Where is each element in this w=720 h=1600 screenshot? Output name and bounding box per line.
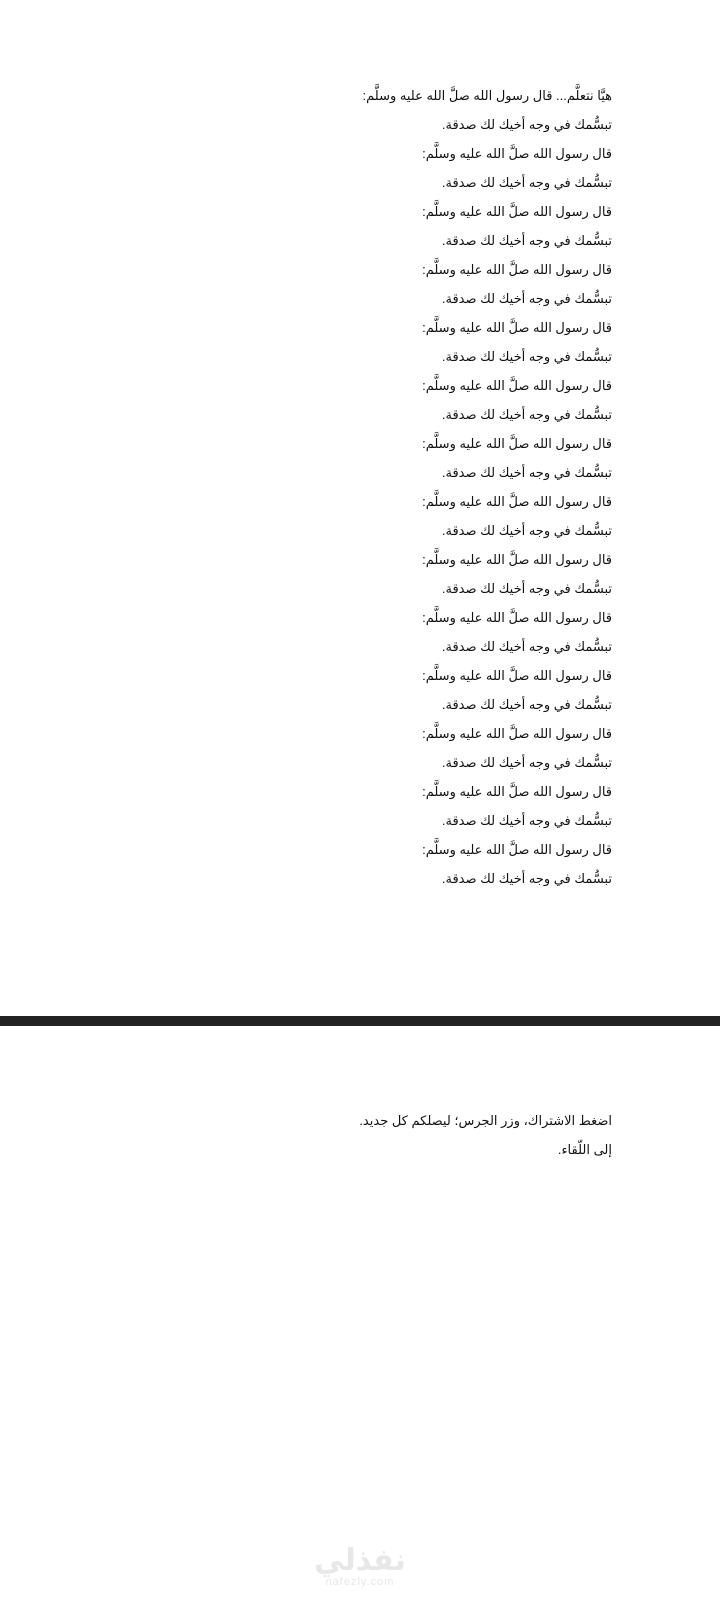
text-line: تبسُّمك في وجه أخيك لك صدقة. [441, 523, 612, 538]
text-line: قال رسول الله صلَّ الله عليه وسلَّم: [422, 842, 612, 857]
text-line: قال رسول الله صلَّ الله عليه وسلَّم: [422, 262, 612, 277]
text-line: تبسُّمك في وجه أخيك لك صدقة. [441, 581, 612, 596]
text-line: قال رسول الله صلَّ الله عليه وسلَّم: [422, 726, 612, 741]
text-line: قال رسول الله صلَّ الله عليه وسلَّم: [422, 146, 612, 161]
page-divider [0, 1016, 720, 1026]
text-line: تبسُّمك في وجه أخيك لك صدقة. [441, 233, 612, 248]
text-line: تبسُّمك في وجه أخيك لك صدقة. [441, 697, 612, 712]
text-line: تبسُّمك في وجه أخيك لك صدقة. [441, 175, 612, 190]
text-line: قال رسول الله صلَّ الله عليه وسلَّم: [422, 204, 612, 219]
text-line: هيَّا نتعلَّم... قال رسول الله صلَّ الله عليه وسلَّم: [362, 88, 612, 103]
watermark-logo-text: نفذلي [314, 1544, 406, 1577]
farewell-line: إلى اللّقاء. [557, 1142, 612, 1157]
text-line: قال رسول الله صلَّ الله عليه وسلَّم: [422, 784, 612, 799]
page-2-text-block [92, 1111, 612, 1169]
text-line: تبسُّمك في وجه أخيك لك صدقة. [441, 465, 612, 480]
text-line: قال رسول الله صلَّ الله عليه وسلَّم: [422, 378, 612, 393]
text-line: قال رسول الله صلَّ الله عليه وسلَّم: [422, 320, 612, 335]
document-page-2 [0, 1026, 720, 1600]
text-line: قال رسول الله صلَّ الله عليه وسلَّم: [422, 610, 612, 625]
nafezly-watermark [0, 1546, 720, 1588]
text-line: تبسُّمك في وجه أخيك لك صدقة. [441, 639, 612, 654]
text-line: تبسُّمك في وجه أخيك لك صدقة. [441, 871, 612, 886]
text-line: قال رسول الله صلَّ الله عليه وسلَّم: [422, 552, 612, 567]
text-line: تبسُّمك في وجه أخيك لك صدقة. [441, 117, 612, 132]
subscribe-line: اضغط الاشتراك، وزر الجرس؛ ليصلكم كل جديد. [359, 1113, 612, 1128]
page-1-text-block [92, 86, 612, 898]
watermark-url-text: nafezly.com [325, 1576, 395, 1588]
text-line: تبسُّمك في وجه أخيك لك صدقة. [441, 291, 612, 306]
text-line: تبسُّمك في وجه أخيك لك صدقة. [441, 755, 612, 770]
text-line: تبسُّمك في وجه أخيك لك صدقة. [441, 813, 612, 828]
text-line: قال رسول الله صلَّ الله عليه وسلَّم: [422, 668, 612, 683]
text-line: تبسُّمك في وجه أخيك لك صدقة. [441, 407, 612, 422]
text-line: قال رسول الله صلَّ الله عليه وسلَّم: [422, 436, 612, 451]
text-line: قال رسول الله صلَّ الله عليه وسلَّم: [422, 494, 612, 509]
text-line: تبسُّمك في وجه أخيك لك صدقة. [441, 349, 612, 364]
